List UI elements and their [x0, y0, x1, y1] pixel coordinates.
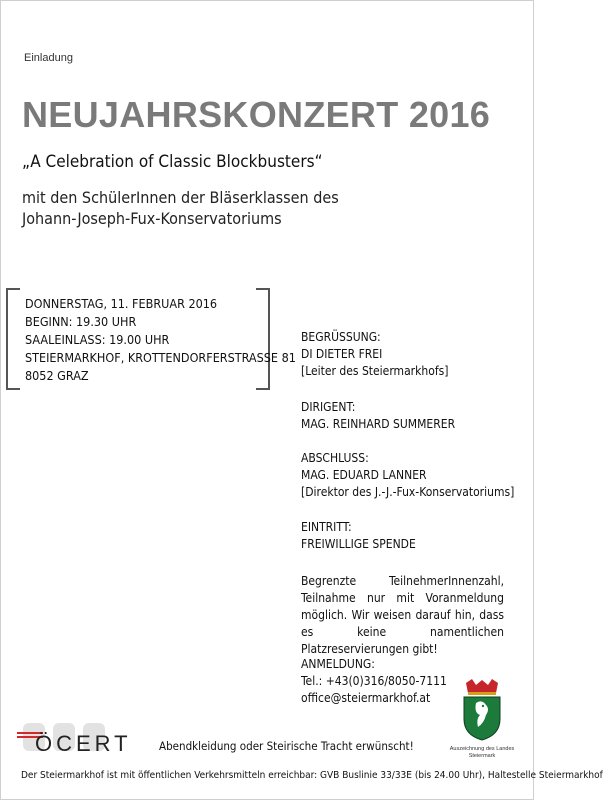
conductor-name: MAG. REINHARD SUMMERER	[301, 417, 456, 431]
oecert-logo-text: ÖCERT	[35, 731, 132, 756]
description-line: mit den SchülerInnen der Bläserklassen des	[22, 188, 339, 207]
dress-code: Abendkleidung oder Steirische Tracht erwünscht!	[159, 739, 414, 753]
crest-caption: Auszeichnung des Landes Steiermark	[449, 746, 515, 759]
closing-name: MAG. EDUARD LANNER	[301, 468, 427, 482]
page-title: NEUJAHRSKONZERT 2016	[22, 94, 491, 135]
description-line: Johann-Joseph-Fux-Konservatoriums	[22, 209, 282, 228]
registration-section	[301, 656, 447, 707]
event-date: DONNERSTAG, 11. FEBRUAR 2016	[25, 296, 218, 311]
event-city: 8052 GRAZ	[25, 368, 89, 383]
admission-label: EINTRITT:	[301, 520, 352, 534]
closing-section	[301, 450, 514, 501]
oecert-logo-icon	[17, 717, 132, 757]
admission-section	[301, 519, 416, 553]
footer-transport: Der Steiermarkhof ist mit öffentlichen Verkehrsmitteln erreichbar: GVB Buslinie 33/33E (bis 24.00 Uhr), Haltestelle Steiermarkhof	[21, 770, 603, 781]
coat-of-arms-graphic	[456, 679, 508, 741]
registration-email[interactable]: office@steiermarkhof.at	[301, 691, 431, 705]
admission-value: FREIWILLIGE SPENDE	[301, 537, 416, 551]
conductor-label: DIRIGENT:	[301, 400, 356, 414]
greeting-label: BEGRÜSSUNG:	[301, 330, 381, 344]
greeting-name: DI DIETER FREI	[301, 347, 383, 361]
registration-note: Begrenzte TeilnehmerInnenzahl, Teilnahme nur mit Voranmeldung möglich. Wir weisen darauf hin, dass es keine namentlichen Platzreservierungen gibt!	[301, 574, 504, 656]
event-doors: SAALEINLASS: 19.00 UHR	[25, 332, 170, 347]
event-info	[25, 295, 296, 385]
description	[22, 187, 339, 229]
registration-label: ANMELDUNG:	[301, 657, 375, 671]
event-venue: STEIERMARKHOF, KROTTENDORFERSTRASSE 81	[25, 350, 296, 365]
greeting-section	[301, 329, 448, 380]
conductor-section	[301, 399, 455, 433]
left-bracket	[6, 288, 20, 390]
event-start: BEGINN: 19.30 UHR	[25, 314, 137, 329]
closing-role: [Direktor des J.-J.-Fux-Konservatoriums]	[301, 485, 515, 499]
closing-label: ABSCHLUSS:	[301, 451, 369, 465]
registration-phone: Tel.: +43(0)316/8050-7111	[301, 674, 447, 688]
subtitle: „A Celebration of Classic Blockbusters“	[22, 152, 323, 172]
coat-of-arms-icon	[456, 679, 508, 741]
greeting-role: [Leiter des Steiermarkhofs]	[301, 364, 449, 378]
eyebrow-label: Einladung	[24, 52, 73, 64]
